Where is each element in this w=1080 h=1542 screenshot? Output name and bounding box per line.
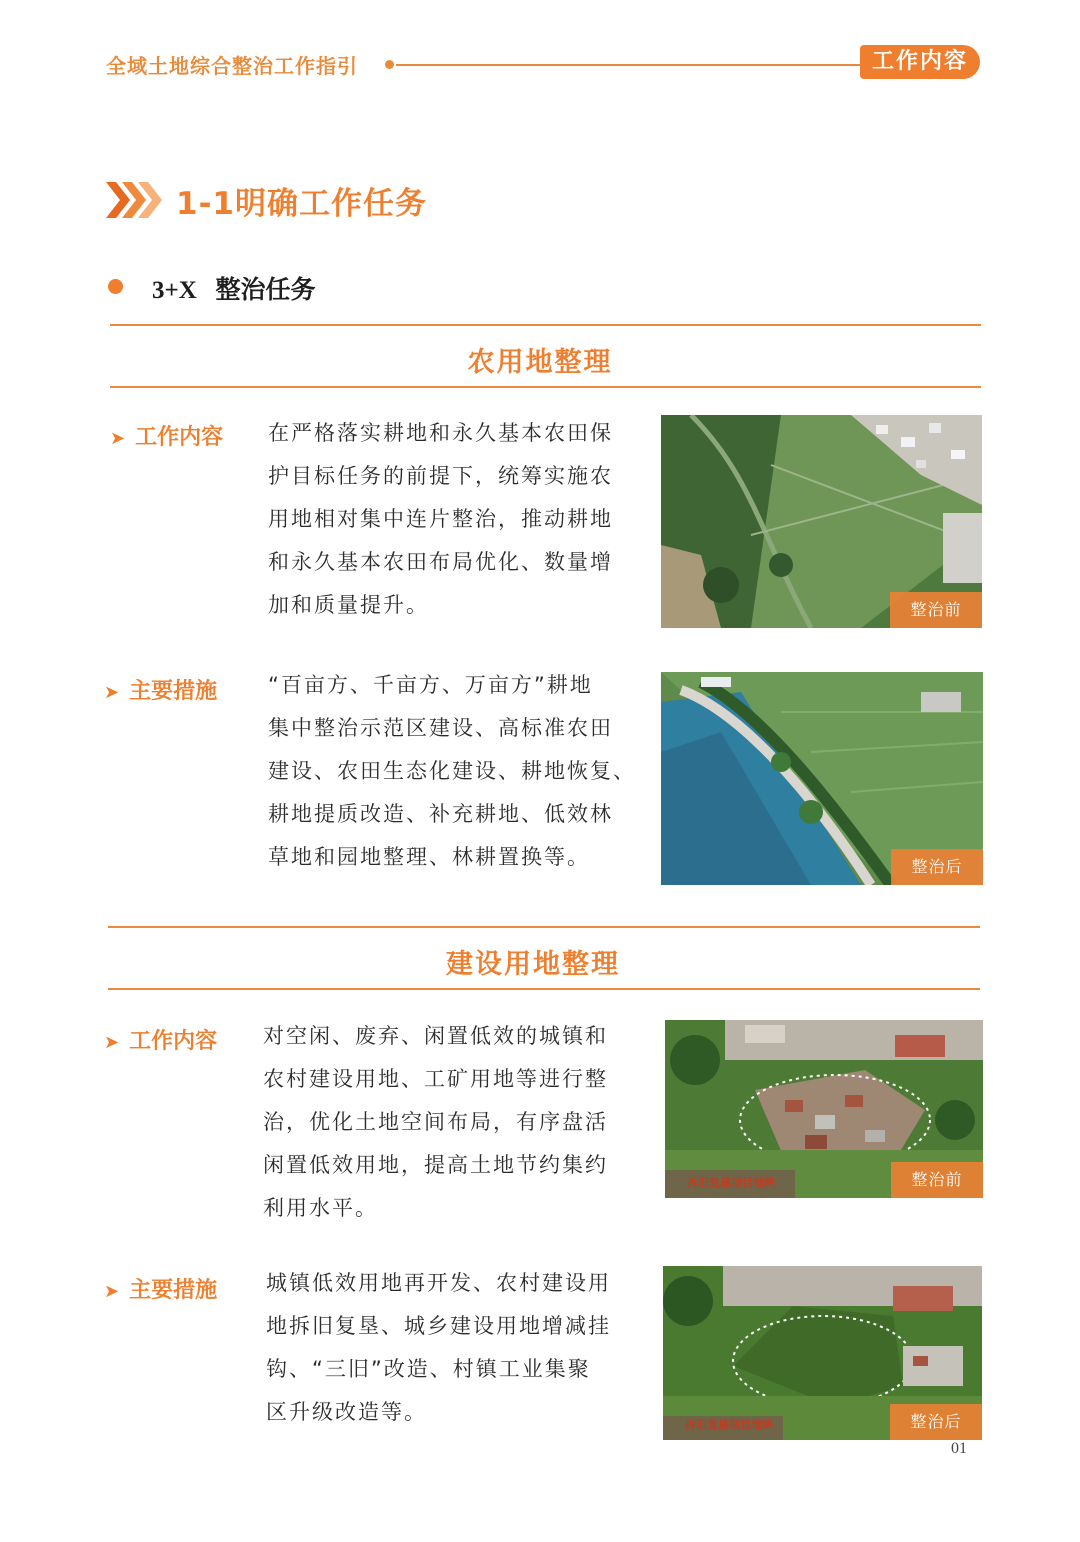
photo-tag: 整治前 (891, 1162, 983, 1198)
photo-tag: 整治后 (890, 1404, 982, 1440)
arrow-right-icon: ➤ (104, 682, 120, 703)
item-paragraph: 对空闲、废弃、闲置低效的城镇和 农村建设用地、工矿用地等进行整 治，优化土地空间布局，有序盘活 闲置低效用地，提高土地节约集约 利用水平。 (263, 1024, 608, 1220)
item-paragraph: 城镇低效用地再开发、农村建设用 地拆旧复垦、城乡建设用地增减挂 钩、“三旧”改造、村镇工业集聚 区升级改造等。 (266, 1271, 611, 1424)
document-title: 全域土地综合整治工作指引 (106, 54, 358, 78)
item-label: ➤ 工作内容 (110, 425, 224, 450)
block-rule-bottom (110, 386, 981, 388)
item-label: ➤ 主要措施 (104, 679, 218, 704)
subheading (152, 270, 316, 306)
header-divider (396, 64, 866, 66)
subheading-text: 整治任务 (215, 275, 316, 304)
construction-before-photo (665, 1020, 983, 1198)
photo-tag: 整治前 (890, 592, 982, 628)
farmland-before-photo (661, 415, 982, 628)
block-title: 农用地整理 (467, 347, 613, 378)
dot-icon (108, 279, 123, 294)
arrow-right-icon: ➤ (104, 1032, 120, 1053)
subheading-prefix: 3+X (152, 277, 197, 304)
section-title: 1-1明确工作任务 (176, 186, 428, 222)
photo-caption: 拆旧复垦项目地块 (685, 1418, 773, 1431)
page-number: 01 (951, 1440, 967, 1457)
block-rule-top (108, 926, 980, 928)
block-rule-bottom (108, 988, 980, 990)
farmland-after-photo (661, 672, 983, 885)
header-dot-icon (385, 60, 394, 69)
item-label: ➤ 主要措施 (104, 1278, 218, 1303)
triple-chevron-icon (106, 180, 162, 220)
construction-after-photo (663, 1266, 982, 1440)
header-badge: 工作内容 (860, 45, 980, 79)
arrow-right-icon: ➤ (104, 1281, 120, 1302)
item-paragraph: 在严格落实耕地和永久基本农田保 护目标任务的前提下，统筹实施农 用地相对集中连片整治，推动耕地 和永久基本农田布局优化、数量增 加和质量提升。 (268, 421, 613, 617)
block-rule-top (110, 324, 981, 326)
item-paragraph: “百亩方、千亩方、万亩方”耕地 集中整治示范区建设、高标准农田 建设、农田生态化建设、耕地恢复、 耕地提质改造、补充耕地、低效林 草地和园地整理、林耕置换等。 (268, 673, 636, 869)
photo-caption: 拆旧复垦项目地块 (687, 1176, 775, 1189)
arrow-right-icon: ➤ (110, 428, 126, 449)
item-label: ➤ 工作内容 (104, 1029, 218, 1054)
photo-tag: 整治后 (891, 849, 983, 885)
block-title: 建设用地整理 (446, 949, 620, 980)
